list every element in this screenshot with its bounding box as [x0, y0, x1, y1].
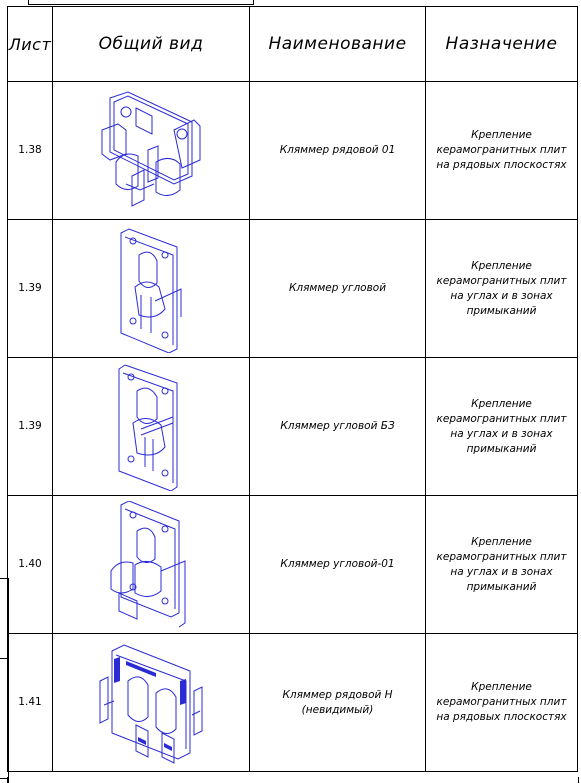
name-line: Кляммер рядовой Н: [282, 688, 393, 701]
cell-purpose: [426, 220, 578, 358]
cell-purpose: [426, 82, 578, 220]
purpose-line: керамогранитных плит: [436, 144, 567, 156]
table-row: [8, 82, 578, 220]
cell-view: [53, 82, 250, 220]
table-row: [8, 496, 578, 634]
cell-name: Кляммер угловой БЗ: [250, 358, 426, 496]
next-row-fragment: [7, 777, 579, 783]
cell-sheet: 1.39: [8, 358, 53, 496]
header-sheet: Лист: [8, 7, 53, 82]
cell-sheet: 1.38: [8, 82, 53, 220]
purpose-line: керамогранитных плит: [436, 412, 567, 425]
purpose-line: на углах и в зонах: [450, 565, 553, 578]
purpose-line: примыканий: [466, 442, 537, 455]
corner-clamp-bz-drawing-icon: [111, 363, 191, 491]
cell-sheet: 1.40: [8, 496, 53, 634]
cell-purpose: [426, 358, 578, 496]
components-table: [7, 6, 578, 772]
table-row: [8, 634, 578, 772]
cell-name: Кляммер угловой: [250, 220, 426, 358]
cell-name: Кляммер рядовой 01: [250, 82, 426, 220]
table-header-row: [8, 7, 578, 82]
cell-name: Кляммер угловой-01: [250, 496, 426, 634]
purpose-line: керамогранитных плит: [436, 550, 567, 563]
cell-name: [250, 634, 426, 772]
table-row: [8, 220, 578, 358]
cell-sheet: 1.41: [8, 634, 53, 772]
purpose-line: керамогранитных плит: [436, 274, 567, 287]
table-row: [8, 358, 578, 496]
header-purpose: Назначение: [426, 7, 578, 82]
purpose-line: Крепление: [471, 259, 532, 272]
cell-purpose: [426, 496, 578, 634]
cell-sheet: 1.39: [8, 220, 53, 358]
row-clamp-n-drawing-icon: [96, 641, 206, 765]
row-clamp-drawing-icon: [96, 90, 206, 212]
purpose-line: Крепление: [471, 681, 532, 693]
purpose-line: керамогранитных плит: [436, 696, 567, 708]
purpose-line: примыканий: [466, 304, 537, 317]
cell-view: [53, 220, 250, 358]
cell-purpose: [426, 634, 578, 772]
purpose-line: Крепление: [471, 397, 532, 410]
purpose-line: на рядовых плоскостях: [436, 159, 567, 171]
cell-view: [53, 358, 250, 496]
purpose-line: на рядовых плоскостях: [436, 711, 567, 723]
header-view: Общий вид: [53, 7, 250, 82]
header-name: Наименование: [250, 7, 426, 82]
corner-clamp-drawing-icon: [111, 225, 191, 353]
name-line: (невидимый): [301, 703, 374, 716]
purpose-line: примыканий: [466, 580, 537, 593]
purpose-line: Крепление: [471, 129, 532, 141]
purpose-line: на углах и в зонах: [450, 289, 553, 302]
purpose-line: Крепление: [471, 535, 532, 548]
title-frame-fragment: [28, 0, 254, 5]
corner-clamp-01-drawing-icon: [107, 501, 195, 629]
purpose-line: на углах и в зонах: [450, 427, 553, 440]
cell-view: [53, 634, 250, 772]
cell-view: [53, 496, 250, 634]
